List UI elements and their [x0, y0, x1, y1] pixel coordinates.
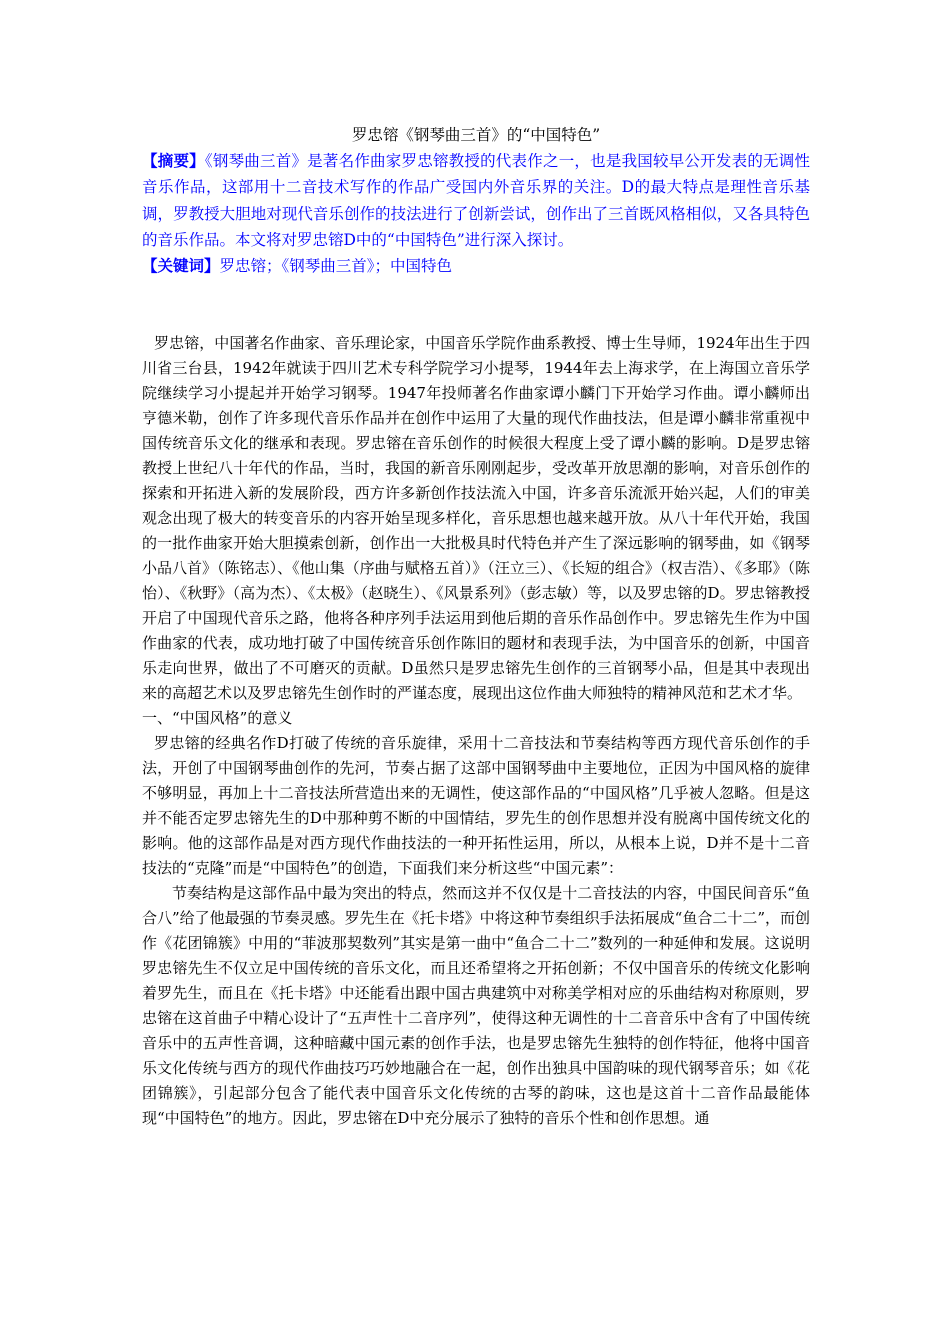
document-page [142, 122, 810, 1131]
body-paragraph-3: 节奏结构是这部作品中最为突出的特点，然而这并不仅仅是十二音技法的内容，中国民间音乐“鱼合八”给了他最强的节奏灵感。罗先生在《托卡塔》中将这种节奏组织手法拓展成“鱼合二十二”，而创作《花团锦簇》中用的“菲波那契数列”其实是第一曲中“鱼合二十二”数列的一种延伸和发展。这说明罗忠镕先生不仅立足中国传统的音乐文化，而且还希望将之开拓创新；不仅中国音乐的传统文化影响着罗先生，而且在《托卡塔》中还能看出跟中国古典建筑中对称美学相对应的乐曲结构对称原则，罗忠镕在这首曲子中精心设计了“五声性十二音序列”，使得这种无调性的十二音音乐中含有了中国传统音乐中的五声性音调，这种暗藏中国元素的创作手法，也是罗忠镕先生独特的创作特征，他将中国音乐文化传统与西方的现代作曲技巧巧妙地融合在一起，创作出独具中国韵味的现代钢琴音乐；如《花团锦簇》，引起部分包含了能代表中国音乐文化传统的古琴的韵味，这也是这首十二音作品最能体现“中国特色”的地方。因此，罗忠镕在D中充分展示了独特的音乐个性和创作思想。通 [142, 884, 811, 1128]
body-paragraph-2: 罗忠镕的经典名作D打破了传统的音乐旋律，采用十二音技法和节奏结构等西方现代音乐创作的手法，开创了中国钢琴曲创作的先河，节奏占据了这部中国钢琴曲中主要地位，正因为中国风格的旋律不够明显，再加上十二音技法所营造出来的无调性，使这部作品的“中国风格”几乎被人忽略。但是这并不能否定罗忠镕先生的D中那种剪不断的中国情结，罗先生的创作思想并没有脱离中国传统文化的影响。他的这部作品是对西方现代作曲技法的一种开拓性运用，所以，从根本上说，D并不是十二音技法的“克隆”而是“中国特色”的创造，下面我们来分析这些“中国元素”： [142, 734, 810, 878]
section-heading-1: 一、“中国风格”的意义 [142, 709, 293, 728]
section-spacer [142, 279, 810, 331]
abstract-label: 【摘要】 [142, 151, 205, 170]
document-title: 罗忠镕《钢琴曲三首》的“中国特色” [351, 126, 601, 144]
abstract [142, 148, 810, 253]
abstract-text: 《钢琴曲三首》是著名作曲家罗忠镕教授的代表作之一，也是我国较早公开发表的无调性音乐作品，这部用十二音技术写作的作品广受国内外音乐界的关注。D的最大特点是理性音乐基调，罗教授大胆地对现代音乐创作的技法进行了创新尝试，创作出了三首既风格相似，又各具特色的音乐作品。本文将对罗忠镕D中的“中国特色”进行深入探讨。 [142, 152, 810, 249]
keywords-label: 【关键词】 [142, 256, 220, 276]
keywords-text: 罗忠镕；《钢琴曲三首》；中国特色 [219, 257, 453, 276]
keywords [142, 253, 810, 279]
body-paragraph-1: 罗忠镕，中国著名作曲家、音乐理论家，中国音乐学院作曲系教授、博士生导师，1924年出生于四川省三台县，1942年就读于四川艺术专科学院学习小提琴，1944年去上海求学，在上海国立音乐学院继续学习小提起并开始学习钢琴。1947年投师著名作曲家谭小麟门下开始学习作曲。谭小麟师出亨德米勒，创作了许多现代音乐作品并在创作中运用了大量的现代作曲技法，但是谭小麟非常重视中国传统音乐文化的继承和表现。罗忠镕在音乐创作的时候很大程度上受了谭小麟的影响。D是罗忠镕教授上世纪八十年代的作品，当时，我国的新音乐刚刚起步，受改革开放思潮的影响，对音乐创作的探索和开拓进入新的发展阶段，西方许多新创作技法流入中国，许多音乐流派开始兴起，人们的审美观念出现了极大的转变音乐的内容开始呈现多样化，音乐思想也越来越开放。从八十年代开始，我国的一批作曲家开始大胆摸索创新，创作出一大批极具时代特色并产生了深远影响的钢琴曲，如《钢琴小品八首》（陈铭志）、《他山集（序曲与赋格五首）》（汪立三）、《长短的组合》（权吉浩）、《多耶》（陈怡）、《秋野》（高为杰）、《太极》（赵晓生）、《风景系列》（彭志敏）等，以及罗忠镕的D。罗忠镕教授开启了中国现代音乐之路，他将各种序列手法运用到他后期的音乐作品创作中。罗忠镕先生作为中国作曲家的代表，成功地打破了中国传统音乐创作陈旧的题材和表现手法，为中国音乐的创新，中国音乐走向世界，做出了不可磨灭的贡献。D虽然只是罗忠镕先生创作的三首钢琴小品，但是其中表现出来的高超艺术以及罗忠镕先生创作时的严谨态度，展现出这位作曲大师独特的精神风范和艺术才华。 [142, 334, 810, 703]
